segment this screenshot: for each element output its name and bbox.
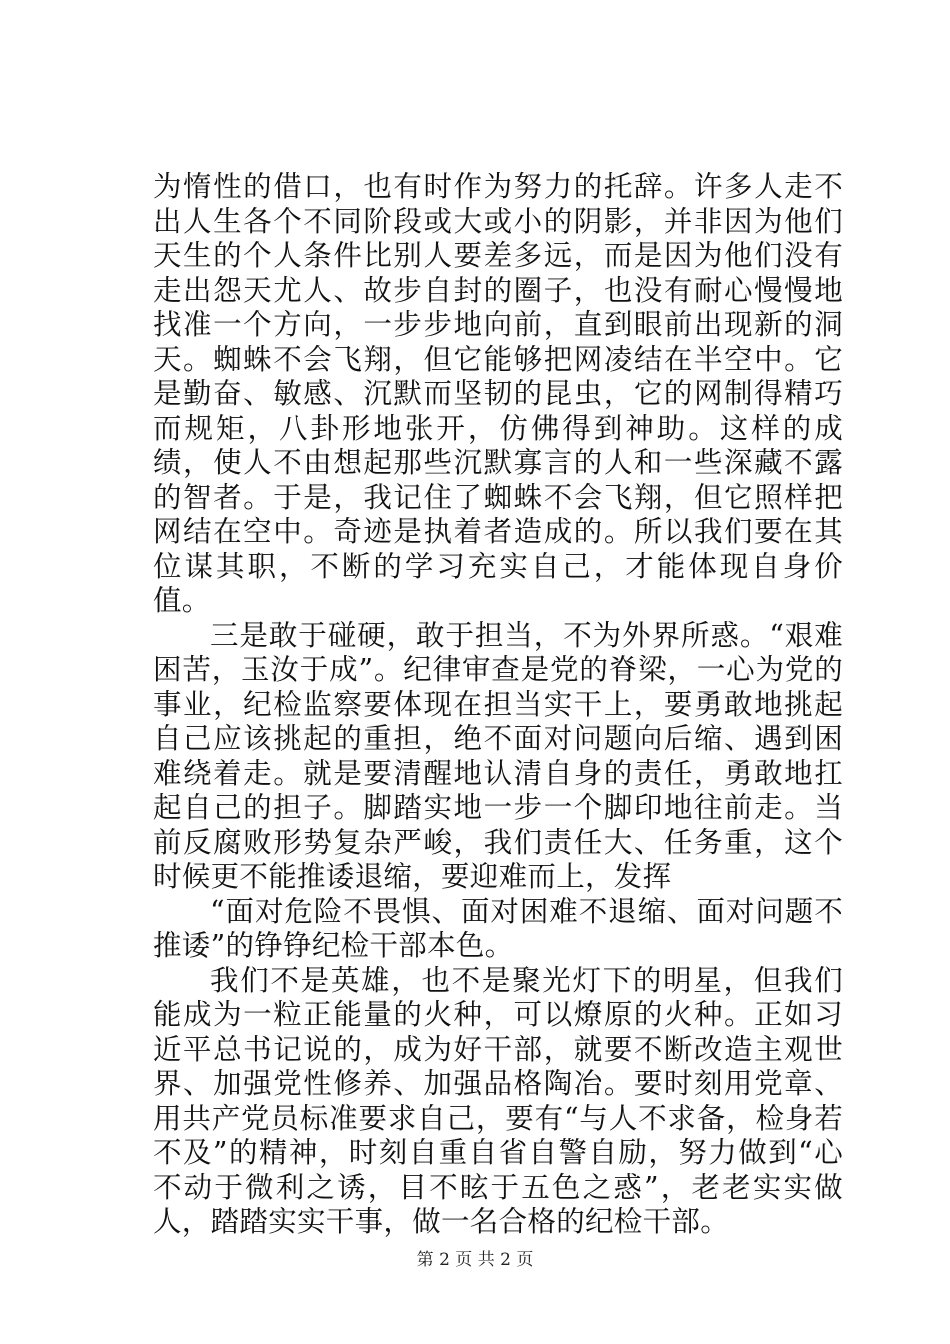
paragraph-4: 我们不是英雄，也不是聚光灯下的明星，但我们能成为一粒正能量的火种，可以燎原的火种。正如习近平总书记说的，成为好干部，就要不断改造主观世界、加强党性修养、加强品格陶冶。要时刻用党章、用共产党员标准要求自己，要有“与人不求备，检身若不及”的精神，时刻自重自省自警自励，努力做到“心不动于微利之诱，目不眩于五色之惑”，老老实实做人，踏踏实实干事，做一名合格的纪检干部。 — [153, 963, 843, 1238]
page-footer: 第 2 页 共 2 页 — [416, 1250, 534, 1270]
document-body — [153, 170, 843, 1240]
paragraph-2: 三是敢于碰硬，敢于担当，不为外界所惑。“艰难困苦，玉汝于成”。纪律审查是党的脊梁，一心为党的事业，纪检监察要体现在担当实干上，要勇敢地挑起自己应该挑起的重担，绝不面对问题向后缩、遇到困难绕着走。就是要清醒地认清自身的责任，勇敢地扛起自己的担子。脚踏实地一步一个脚印地往前走。当前反腐败形势复杂严峻，我们责任大、任务重，这个时候更不能推诿退缩，要迎难而上，发挥 — [153, 618, 843, 893]
paragraph-1: 为惰性的借口，也有时作为努力的托辞。许多人走不出人生各个不同阶段或大或小的阴影，并非因为他们天生的个人条件比别人要差多远，而是因为他们没有走出怨天尤人、故步自封的圈子，也没有耐心慢慢地找准一个方向，一步步地向前，直到眼前出现新的洞天。蜘蛛不会飞翔，但它能够把网凌结在半空中。它是勤奋、敏感、沉默而坚韧的昆虫，它的网制得精巧而规矩，八卦形地张开，仿佛得到神助。这样的成绩，使人不由想起那些沉默寡言的人和一些深藏不露的智者。于是，我记住了蜘蛛不会飞翔，但它照样把网结在空中。奇迹是执着者造成的。所以我们要在其位谋其职，不断的学习充实自己，才能体现自身价值。 — [153, 170, 843, 617]
paragraph-3: “面对危险不畏惧、面对困难不退缩、面对问题不推诿”的铮铮纪检干部本色。 — [153, 894, 843, 962]
